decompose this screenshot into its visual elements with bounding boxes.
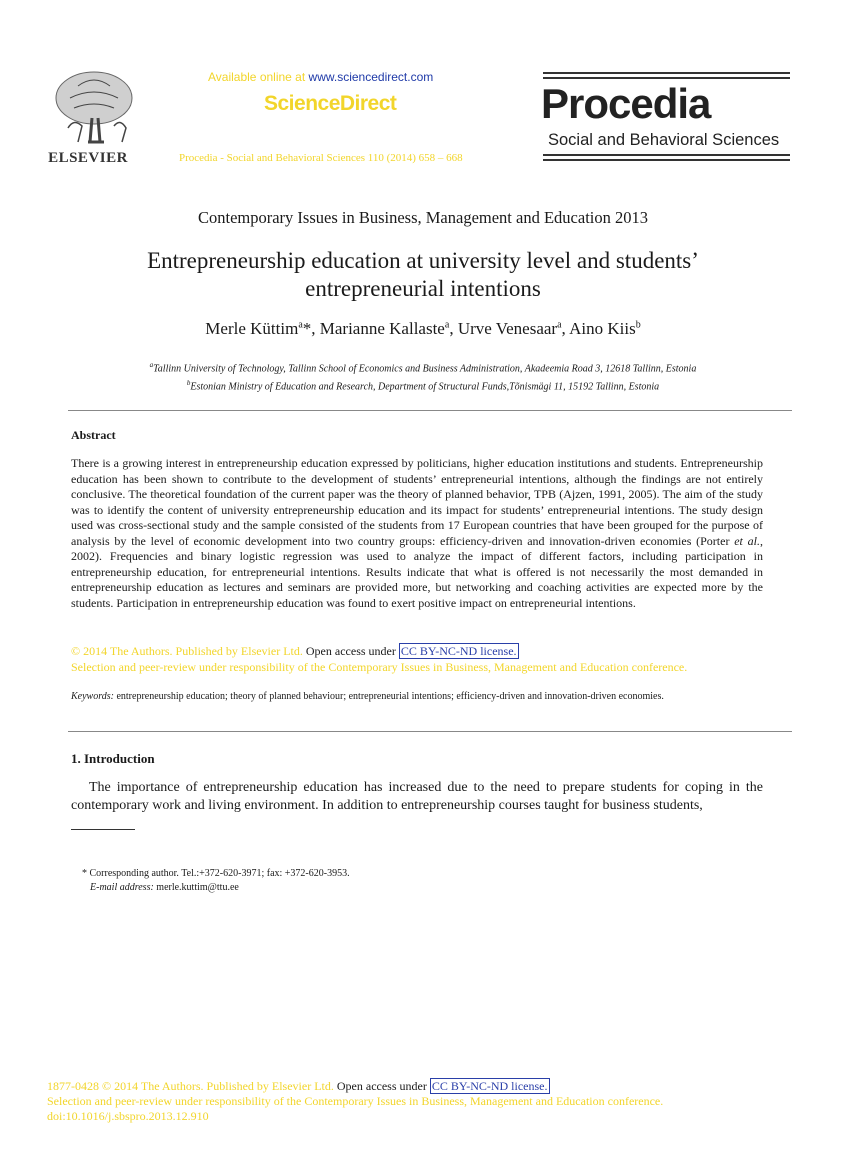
keywords-text: entrepreneurship education; theory of planned behaviour; entrepreneurial intentions; efficiency-driven and innovation-driven economies. [113, 691, 664, 702]
available-prefix: Available online at [208, 70, 309, 84]
footer-doi[interactable]: doi:10.1016/j.sbspro.2013.12.910 [47, 1109, 209, 1123]
abstract-text-italic: et al. [734, 533, 760, 548]
email-label: E-mail address: [90, 882, 154, 893]
footer-license-line [47, 1079, 787, 1094]
corresponding-author-note: * Corresponding author. Tel.:+372-620-3971; fax: +372-620-3953. [82, 868, 350, 879]
affiliation-b [60, 376, 786, 394]
author-list: Merle Küttim$^a$*, Marianne Kallaste$^a$, Urve Venesaar$^a$, Aino Kiis$^b$ [205, 319, 641, 338]
email-address: merle.kuttim@ttu.ee [153, 882, 239, 893]
available-online-line [208, 70, 433, 84]
journal-reference: Procedia - Social and Behavioral Sciences 110 (2014) 658 – 668 [179, 152, 463, 164]
author-name: Marianne Kallaste [319, 319, 445, 338]
elsevier-tree-logo [48, 68, 140, 148]
footer-cc-license-link[interactable]: CC BY-NC-ND license. [431, 1079, 548, 1093]
author-affil-mark: b [635, 319, 641, 331]
author-name: Merle Küttim [205, 319, 299, 338]
abstract-text-1: There is a growing interest in entrepreneurship education expressed by politicians, higher education institutions and students. Entrepreneurship education has been shown to contribute to the development of students’ entrepreneurial intentions, although the findings are not entirely conclusive. The theoretical foundation of the current paper was the theory of planned behavior, TPB (Ajzen, 1991, 2005). The aim of the study was to identify the content of university entrepreneurship education and its impact for students’ entrepreneurial intentions. The study design used was cross-sectional study and the sample consisted of the students from 17 European countries that have been grouped for the purpose of analysis by the level of economic development into two country groups: efficiency-driven and innovation-driven economies (Porter [71, 456, 763, 548]
email-line [82, 881, 350, 895]
procedia-rule-bottom-2 [543, 159, 790, 161]
procedia-rule-bottom [543, 154, 790, 156]
license-line [71, 644, 771, 660]
affiliation-mark: b [186, 379, 191, 388]
open-access-text: Open access under [302, 644, 399, 658]
affiliation-text: Tallinn University of Technology, Tallinn School of Economics and Business Administration, Akadeemia Road 3, 12618 Tallinn, Estonia [153, 363, 697, 375]
procedia-rule-top-2 [543, 77, 790, 79]
copyright-text: © 2014 The Authors. Published by Elsevier Ltd. [71, 644, 303, 658]
author-affil-mark: a [298, 319, 303, 331]
affiliations [60, 358, 786, 395]
procedia-rule-top [543, 72, 790, 74]
footnote [82, 867, 350, 895]
affiliation-mark: a [149, 361, 154, 369]
paper-title: Entrepreneurship education at university level and students’ entrepreneurial intentions [147, 248, 699, 301]
keywords-label: Keywords: [71, 691, 114, 702]
author-name: Urve Venesaar [457, 319, 558, 338]
footer-issn: 1877-0428 © 2014 The Authors. Published by Elsevier Ltd. [47, 1079, 334, 1093]
keywords [71, 690, 763, 704]
affiliation-a [60, 358, 786, 376]
author-affil-mark: a [557, 319, 562, 331]
procedia-subtitle: Social and Behavioral Sciences [548, 131, 780, 149]
sciencedirect-url-link[interactable]: www.sciencedirect.com [308, 70, 434, 84]
affiliation-text: Estonian Ministry of Education and Research, Department of Structural Funds,Tõnismägi 11, 15192 Tallinn, Estonia [190, 381, 660, 393]
elsevier-wordmark: ELSEVIER [48, 150, 128, 166]
divider-bottom [68, 731, 792, 732]
license-block [71, 644, 771, 675]
abstract-text-2: , 2002). Frequencies and binary logistic regression was used to analyze the impact of different factors, including participation in entrepreneurship education, for entrepreneurial intentions. Results indicate that what is offered is not necessarily the most demanded in entrepreneurship education as lectures and seminars are provided more, but networking and coaching activities are expected more by the students. Participation in entrepreneurship education was found to exert positive impact on entrepreneurial intentions. [71, 533, 763, 610]
conference-name: Contemporary Issues in Business, Management and Education 2013 [197, 208, 648, 227]
abstract-heading: Abstract [71, 428, 116, 442]
author-name: Aino Kiis [569, 319, 636, 338]
footer-open-access: Open access under [333, 1079, 430, 1093]
procedia-title: Procedia [541, 80, 711, 127]
footnote-rule [71, 829, 135, 830]
page-footer [47, 1079, 787, 1124]
divider-top [68, 410, 792, 411]
introduction-text: The importance of entrepreneurship education has increased due to the need to prepare students for coping in the contemporary work and living environment. In addition to entrepreneurship courses taught for business students, [71, 780, 763, 813]
sciencedirect-logo: ScienceDirect [264, 92, 397, 115]
author-affil-mark: a [444, 319, 450, 331]
peer-review-text: Selection and peer-review under responsibility of the Contemporary Issues in Business, Management and Education conference. [71, 659, 688, 674]
section-heading: 1. Introduction [71, 751, 155, 766]
cc-license-link[interactable]: CC BY-NC-ND license. [400, 644, 517, 658]
abstract-body [71, 456, 763, 611]
footer-peer-review: Selection and peer-review under responsibility of the Contemporary Issues in Business, Management and Education conference. [47, 1094, 664, 1108]
corresponding-mark: * [302, 319, 312, 338]
